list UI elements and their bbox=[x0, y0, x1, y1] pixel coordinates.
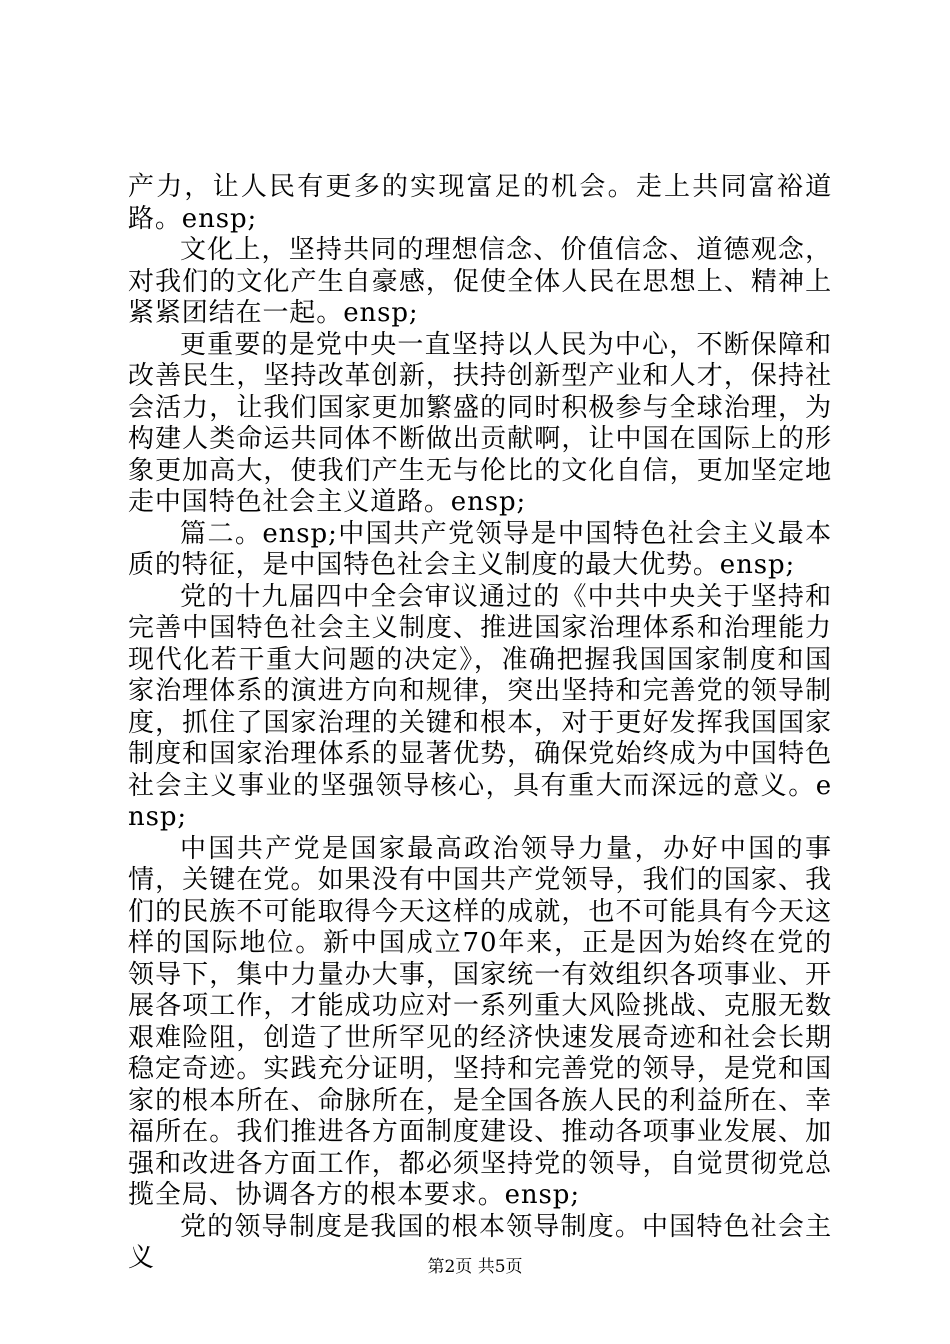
paragraph-culture: 文化上，坚持共同的理想信念、价值信念、道德观念，对我们的文化产生自豪感，促使全体人民在思想上、精神上紧紧团结在一起。ensp; bbox=[128, 235, 832, 328]
document-body bbox=[128, 172, 832, 1275]
paragraph-leadership-system: 党的领导制度是我国的根本领导制度。中国特色社会主义 bbox=[128, 1211, 832, 1273]
paragraph-people-centered: 更重要的是党中央一直坚持以人民为中心，不断保障和改善民生，坚持改革创新，扶持创新型产业和人才，保持社会活力，让我们国家更加繁盛的同时积极参与全球治理，为构建人类命运共同体不断做出贡献啊，让中国在国际上的形象更加高大，使我们产生无与伦比的文化自信，更加坚定地走中国特色社会主义道路。ensp; bbox=[128, 329, 832, 517]
paragraph-plenary-session: 党的十九届四中全会审议通过的《中共中央关于坚持和完善中国特色社会主义制度、推进国家治理体系和治理能力现代化若干重大问题的决定》，准确把握我国国家制度和国家治理体系的演进方向和规律，突出坚持和完善党的领导制度，抓住了国家治理的关键和根本，对于更好发挥我国国家制度和国家治理体系的显著优势，确保党始终成为中国特色社会主义事业的坚强领导核心，具有重大而深远的意义。ensp; bbox=[128, 581, 832, 832]
paragraph-continuation: 产力，让人民有更多的实现富足的机会。走上共同富裕道路。ensp; bbox=[128, 172, 832, 234]
page-footer: 第2页 共5页 bbox=[427, 1257, 523, 1277]
paragraph-party-leadership: 中国共产党是国家最高政治领导力量，办好中国的事情，关键在党。如果没有中国共产党领导，我们的国家、我们的民族不可能取得今天这样的成就，也不可能具有今天这样的国际地位。新中国成立70年来，正是因为始终在党的领导下，集中力量办大事，国家统一有效组织各项事业、开展各项工作，才能成功应对一系列重大风险挑战、克服无数艰难险阻，创造了世所罕见的经济快速发展奇迹和社会长期稳定奇迹。实践充分证明，坚持和完善党的领导，是党和国家的根本所在、命脉所在，是全国各族人民的利益所在、幸福所在。我们推进各方面制度建设、推动各项事业发展、加强和改进各方面工作，都必须坚持党的领导，自觉贯彻党总揽全局、协调各方的根本要求。ensp; bbox=[128, 833, 832, 1210]
paragraph-part-two: 篇二。ensp;中国共产党领导是中国特色社会主义最本质的特征，是中国特色社会主义制度的最大优势。ensp; bbox=[128, 518, 832, 580]
